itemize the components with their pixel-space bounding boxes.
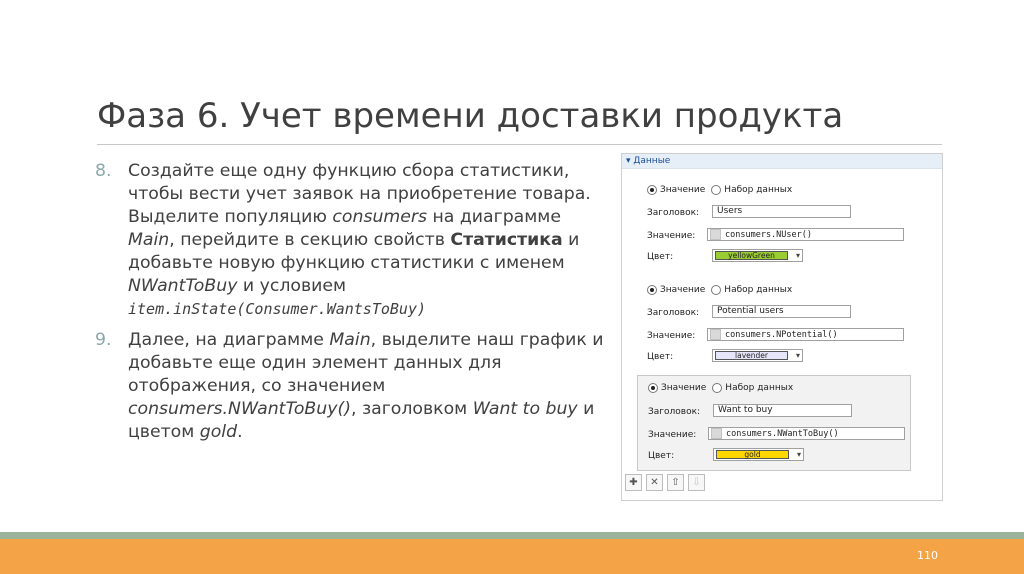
- source-type-radio-group: [648, 382, 793, 394]
- chevron-down-icon[interactable]: ▾: [795, 251, 800, 260]
- color-label: Цвет:: [648, 451, 675, 461]
- emphasis-text: Want to buy: [472, 399, 578, 419]
- strong-text: Статистика: [450, 230, 563, 250]
- emphasis-text: Main: [329, 330, 371, 350]
- value-input[interactable]: [707, 328, 904, 341]
- title-label: Заголовок:: [647, 308, 700, 318]
- text-segment: Далее, на диаграмме: [128, 330, 330, 350]
- instruction-list: [95, 160, 610, 452]
- text-segment: , выделите наш график и добавьте еще один элемент данных для отображения, со значением: [128, 330, 604, 396]
- radio-value[interactable]: [648, 383, 658, 393]
- color-swatch: yellowGreen: [715, 251, 788, 260]
- list-item-number: 8.: [95, 161, 112, 181]
- data-item-group: [637, 281, 909, 369]
- source-type-radio-group: [647, 284, 792, 296]
- title-label: Заголовок:: [647, 208, 700, 218]
- panel-header-data[interactable]: ▾ Данные: [622, 154, 942, 169]
- chevron-down-icon[interactable]: ▾: [795, 351, 800, 360]
- color-select[interactable]: [713, 448, 804, 461]
- data-properties-panel: [621, 153, 943, 501]
- value-label: Значение:: [647, 331, 696, 341]
- list-item-9: [95, 329, 610, 444]
- value-label: Значение:: [647, 231, 696, 241]
- slide-title: Фаза 6. Учет времени доставки продукта: [97, 96, 844, 136]
- color-swatch: lavender: [715, 351, 788, 360]
- text-segment: .: [237, 422, 243, 442]
- move-down-icon[interactable]: ⇩: [688, 474, 705, 491]
- text-segment: , перейдите в секцию свойств: [169, 230, 451, 250]
- radio-dataset[interactable]: [712, 383, 722, 393]
- emphasis-text: consumers.NWantToBuy(): [128, 399, 351, 419]
- code-icon: [711, 428, 722, 439]
- emphasis-text: gold: [199, 422, 238, 442]
- chevron-down-icon[interactable]: ▾: [796, 450, 801, 459]
- text-segment: на диаграмме: [426, 207, 561, 227]
- title-input[interactable]: Potential users: [712, 305, 851, 318]
- color-select[interactable]: [712, 249, 803, 262]
- value-text: consumers.NUser(): [725, 229, 812, 240]
- data-item-group: [637, 181, 909, 271]
- data-item-group-selected: [637, 375, 911, 471]
- text-segment: и цветом: [128, 399, 595, 442]
- value-input[interactable]: [708, 427, 905, 440]
- text-segment: Создайте еще одну функцию сбора статистики, чтобы вести учет заявок на приобретение товара. Выделите популяцию: [128, 161, 591, 227]
- code-icon: [710, 329, 721, 340]
- value-text: consumers.NWantToBuy(): [726, 428, 839, 439]
- radio-label: Набор данных: [724, 185, 793, 195]
- title-input[interactable]: Want to buy: [713, 404, 852, 417]
- list-item-text: [128, 160, 610, 321]
- title-input[interactable]: Users: [712, 205, 851, 218]
- list-item-text: [128, 329, 610, 444]
- source-type-radio-group: [647, 184, 792, 196]
- page-number: 110: [917, 549, 938, 562]
- radio-value[interactable]: [647, 285, 657, 295]
- title-divider: [97, 144, 942, 145]
- move-up-icon[interactable]: ⇧: [667, 474, 684, 491]
- text-segment: , заголовком: [350, 399, 473, 419]
- radio-label: Значение: [661, 383, 707, 393]
- radio-dataset[interactable]: [711, 185, 721, 195]
- list-item-8: [95, 160, 610, 321]
- footer-bar: [0, 539, 1024, 574]
- radio-dataset[interactable]: [711, 285, 721, 295]
- radio-label: Значение: [660, 285, 706, 295]
- color-swatch: gold: [716, 450, 789, 459]
- text-segment: и добавьте новую функцию статистики с именем: [128, 230, 580, 273]
- value-label: Значение:: [648, 430, 697, 440]
- value-input[interactable]: [707, 228, 904, 241]
- radio-label: Набор данных: [725, 383, 794, 393]
- radio-value[interactable]: [647, 185, 657, 195]
- value-text: consumers.NPotential(): [725, 329, 838, 340]
- radio-label: Набор данных: [724, 285, 793, 295]
- emphasis-text: NWantToBuy: [128, 276, 238, 296]
- text-segment: и условием: [237, 276, 347, 296]
- code-text: item.inState(Consumer.WantsToBuy): [128, 300, 427, 318]
- color-select[interactable]: [712, 349, 803, 362]
- footer-accent-strip: [0, 532, 1024, 539]
- list-item-number: 9.: [95, 330, 112, 350]
- radio-label: Значение: [660, 185, 706, 195]
- panel-toolbar: [625, 474, 709, 491]
- remove-icon[interactable]: ✕: [646, 474, 663, 491]
- emphasis-text: consumers: [332, 207, 427, 227]
- emphasis-text: Main: [128, 230, 170, 250]
- add-icon[interactable]: ✚: [625, 474, 642, 491]
- color-label: Цвет:: [647, 352, 674, 362]
- color-label: Цвет:: [647, 252, 674, 262]
- title-label: Заголовок:: [648, 407, 701, 417]
- code-icon: [710, 229, 721, 240]
